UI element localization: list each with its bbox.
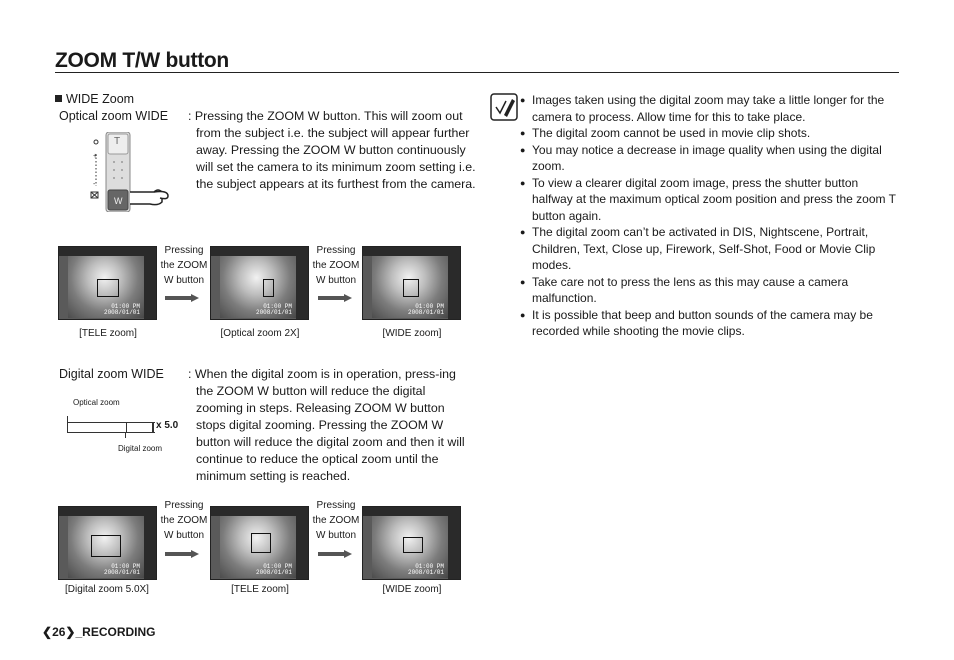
zoom-bar-diagram (67, 398, 187, 458)
right-arrow-icon (318, 294, 352, 302)
pressing-label-1: Pressing the ZOOM W button (160, 245, 208, 286)
optical-zoom-description: : Pressing the ZOOM W button. This will zoom out from the subject i.e. the subject will appear further away. Pressing the ZOOM W button continuously will set the camera to its minimum zoom setting i.e. the subject appears at its furthest from the camera. (188, 109, 476, 191)
lcd-date: 2008/01/01 (407, 569, 444, 576)
optical-zoom-label: Optical zoom WIDE (59, 109, 169, 123)
page-number: 26 (52, 625, 66, 639)
zoom-bar (67, 422, 155, 433)
optical-zoom-caption: Optical zoom (73, 398, 120, 407)
lever-w-label: W (114, 196, 123, 206)
page-chevron-right-icon: ❯ (65, 625, 76, 639)
caption-row2-3: [WIDE zoom] (382, 584, 442, 595)
lcd-tele-zoom-2 (210, 506, 309, 580)
square-bullet-icon (55, 95, 62, 102)
lcd-time: 01:00 PM (263, 303, 292, 310)
section-heading (55, 91, 134, 108)
note-text: Take care not to press the lens as this may cause a camera malfunction. (532, 274, 849, 305)
digital-zoom-description: : When the digital zoom is in operation, press-ing the ZOOM W button will reduce the digital zooming in steps. Releasing ZOOM W button stops digital zooming. Pressing the ZOOM W button will reduce the digital zoom and then it will continue to reduce the optical zoom until the minimum setting is reached. (188, 367, 465, 483)
digital-zoom-caption: Digital zoom (118, 444, 163, 453)
note-item: ● It is possible that beep and button sounds of the camera may be recorded while shooting the movie clips. (520, 307, 902, 340)
lever-t-label: T (114, 136, 121, 147)
note-item: ● Take care not to press the lens as this may cause a camera malfunction. (520, 274, 902, 307)
digital-multiplier: x 5.0 (156, 420, 179, 431)
zoom-position-marker (152, 423, 154, 432)
lcd-digital-zoom-5x (58, 506, 157, 580)
digital-zoom-label: Digital zoom WIDE (59, 367, 164, 381)
caption-row1-2: [Optical zoom 2X] (220, 328, 300, 339)
note-item: ● The digital zoom can’t be activated in DIS, Nightscene, Portrait, Children, Text, Close up, Firework, Self-Shot, Food or Movie Clip modes. (520, 224, 902, 274)
pressing-label-3: Pressing the ZOOM W button (160, 500, 208, 541)
right-arrow-icon (165, 294, 199, 302)
svg-text:-: - (93, 181, 96, 188)
lcd-time: 01:00 PM (263, 563, 292, 570)
zoom-lever-illustration (88, 132, 174, 212)
svg-text:+: + (93, 153, 98, 160)
caption-row1-1: [TELE zoom] (79, 328, 137, 339)
note-item: ● You may notice a decrease in image quality when using the digital zoom. (520, 142, 902, 175)
lcd-date: 2008/01/01 (103, 569, 140, 576)
note-item: ● Images taken using the digital zoom may take a little longer for the camera to process. Allow time for this to take place. (520, 92, 902, 125)
wide-zoom-heading: WIDE Zoom (66, 92, 135, 106)
note-pencil-icon (490, 93, 518, 121)
note-text: The digital zoom cannot be used in movie clip shots. (532, 126, 811, 140)
caption-row2-1: [Digital zoom 5.0X] (65, 584, 149, 595)
lcd-tele-zoom (58, 246, 157, 320)
lcd-time: 01:00 PM (415, 303, 444, 310)
lcd-wide-zoom-2 (362, 506, 461, 580)
lcd-time: 01:00 PM (415, 563, 444, 570)
note-text: You may notice a decrease in image quality when using the digital zoom. (532, 142, 882, 173)
lcd-date: 2008/01/01 (255, 309, 292, 316)
lcd-date: 2008/01/01 (103, 309, 140, 316)
lcd-date: 2008/01/01 (407, 309, 444, 316)
pressing-label-4: Pressing the ZOOM W button (312, 500, 360, 541)
note-text: The digital zoom can’t be activated in DIS, Nightscene, Portrait, Children, Text, Close up, Firework, Self-Shot, Food or Movie Clip modes. (532, 225, 876, 272)
note-text: Images taken using the digital zoom may take a little longer for the camera to process. Allow time for this to take place. (532, 93, 885, 124)
lcd-optical-zoom-2x (210, 246, 309, 320)
lcd-date: 2008/01/01 (255, 569, 292, 576)
pointing-hand-icon (128, 184, 172, 206)
footer-section: _RECORDING (75, 625, 156, 639)
page-footer (42, 625, 156, 639)
caption-row1-3: [WIDE zoom] (382, 328, 442, 339)
note-text: It is possible that beep and button sounds of the camera may be recorded while shooting the movie clips. (532, 307, 873, 338)
title-divider (55, 72, 899, 73)
digital-zoom-segment (126, 423, 155, 432)
note-text: To view a clearer digital zoom image, press the shutter button halfway at the maximum optical zoom position and press the zoom T button again. (532, 175, 896, 223)
page-title: ZOOM T/W button (55, 49, 229, 72)
right-arrow-icon (165, 550, 199, 558)
lcd-time: 01:00 PM (111, 303, 140, 310)
lcd-time: 01:00 PM (111, 563, 140, 570)
notes-list (520, 92, 902, 340)
note-item: ● The digital zoom cannot be used in movie clip shots. (520, 125, 902, 142)
note-item: ● To view a clearer digital zoom image, press the shutter button halfway at the maximum optical zoom position and press the zoom T button again. (520, 175, 902, 225)
right-arrow-icon (318, 550, 352, 558)
lcd-wide-zoom (362, 246, 461, 320)
pressing-label-2: Pressing the ZOOM W button (312, 245, 360, 286)
caption-row2-2: [TELE zoom] (231, 584, 289, 595)
page-chevron-left-icon: ❮ (42, 625, 53, 639)
